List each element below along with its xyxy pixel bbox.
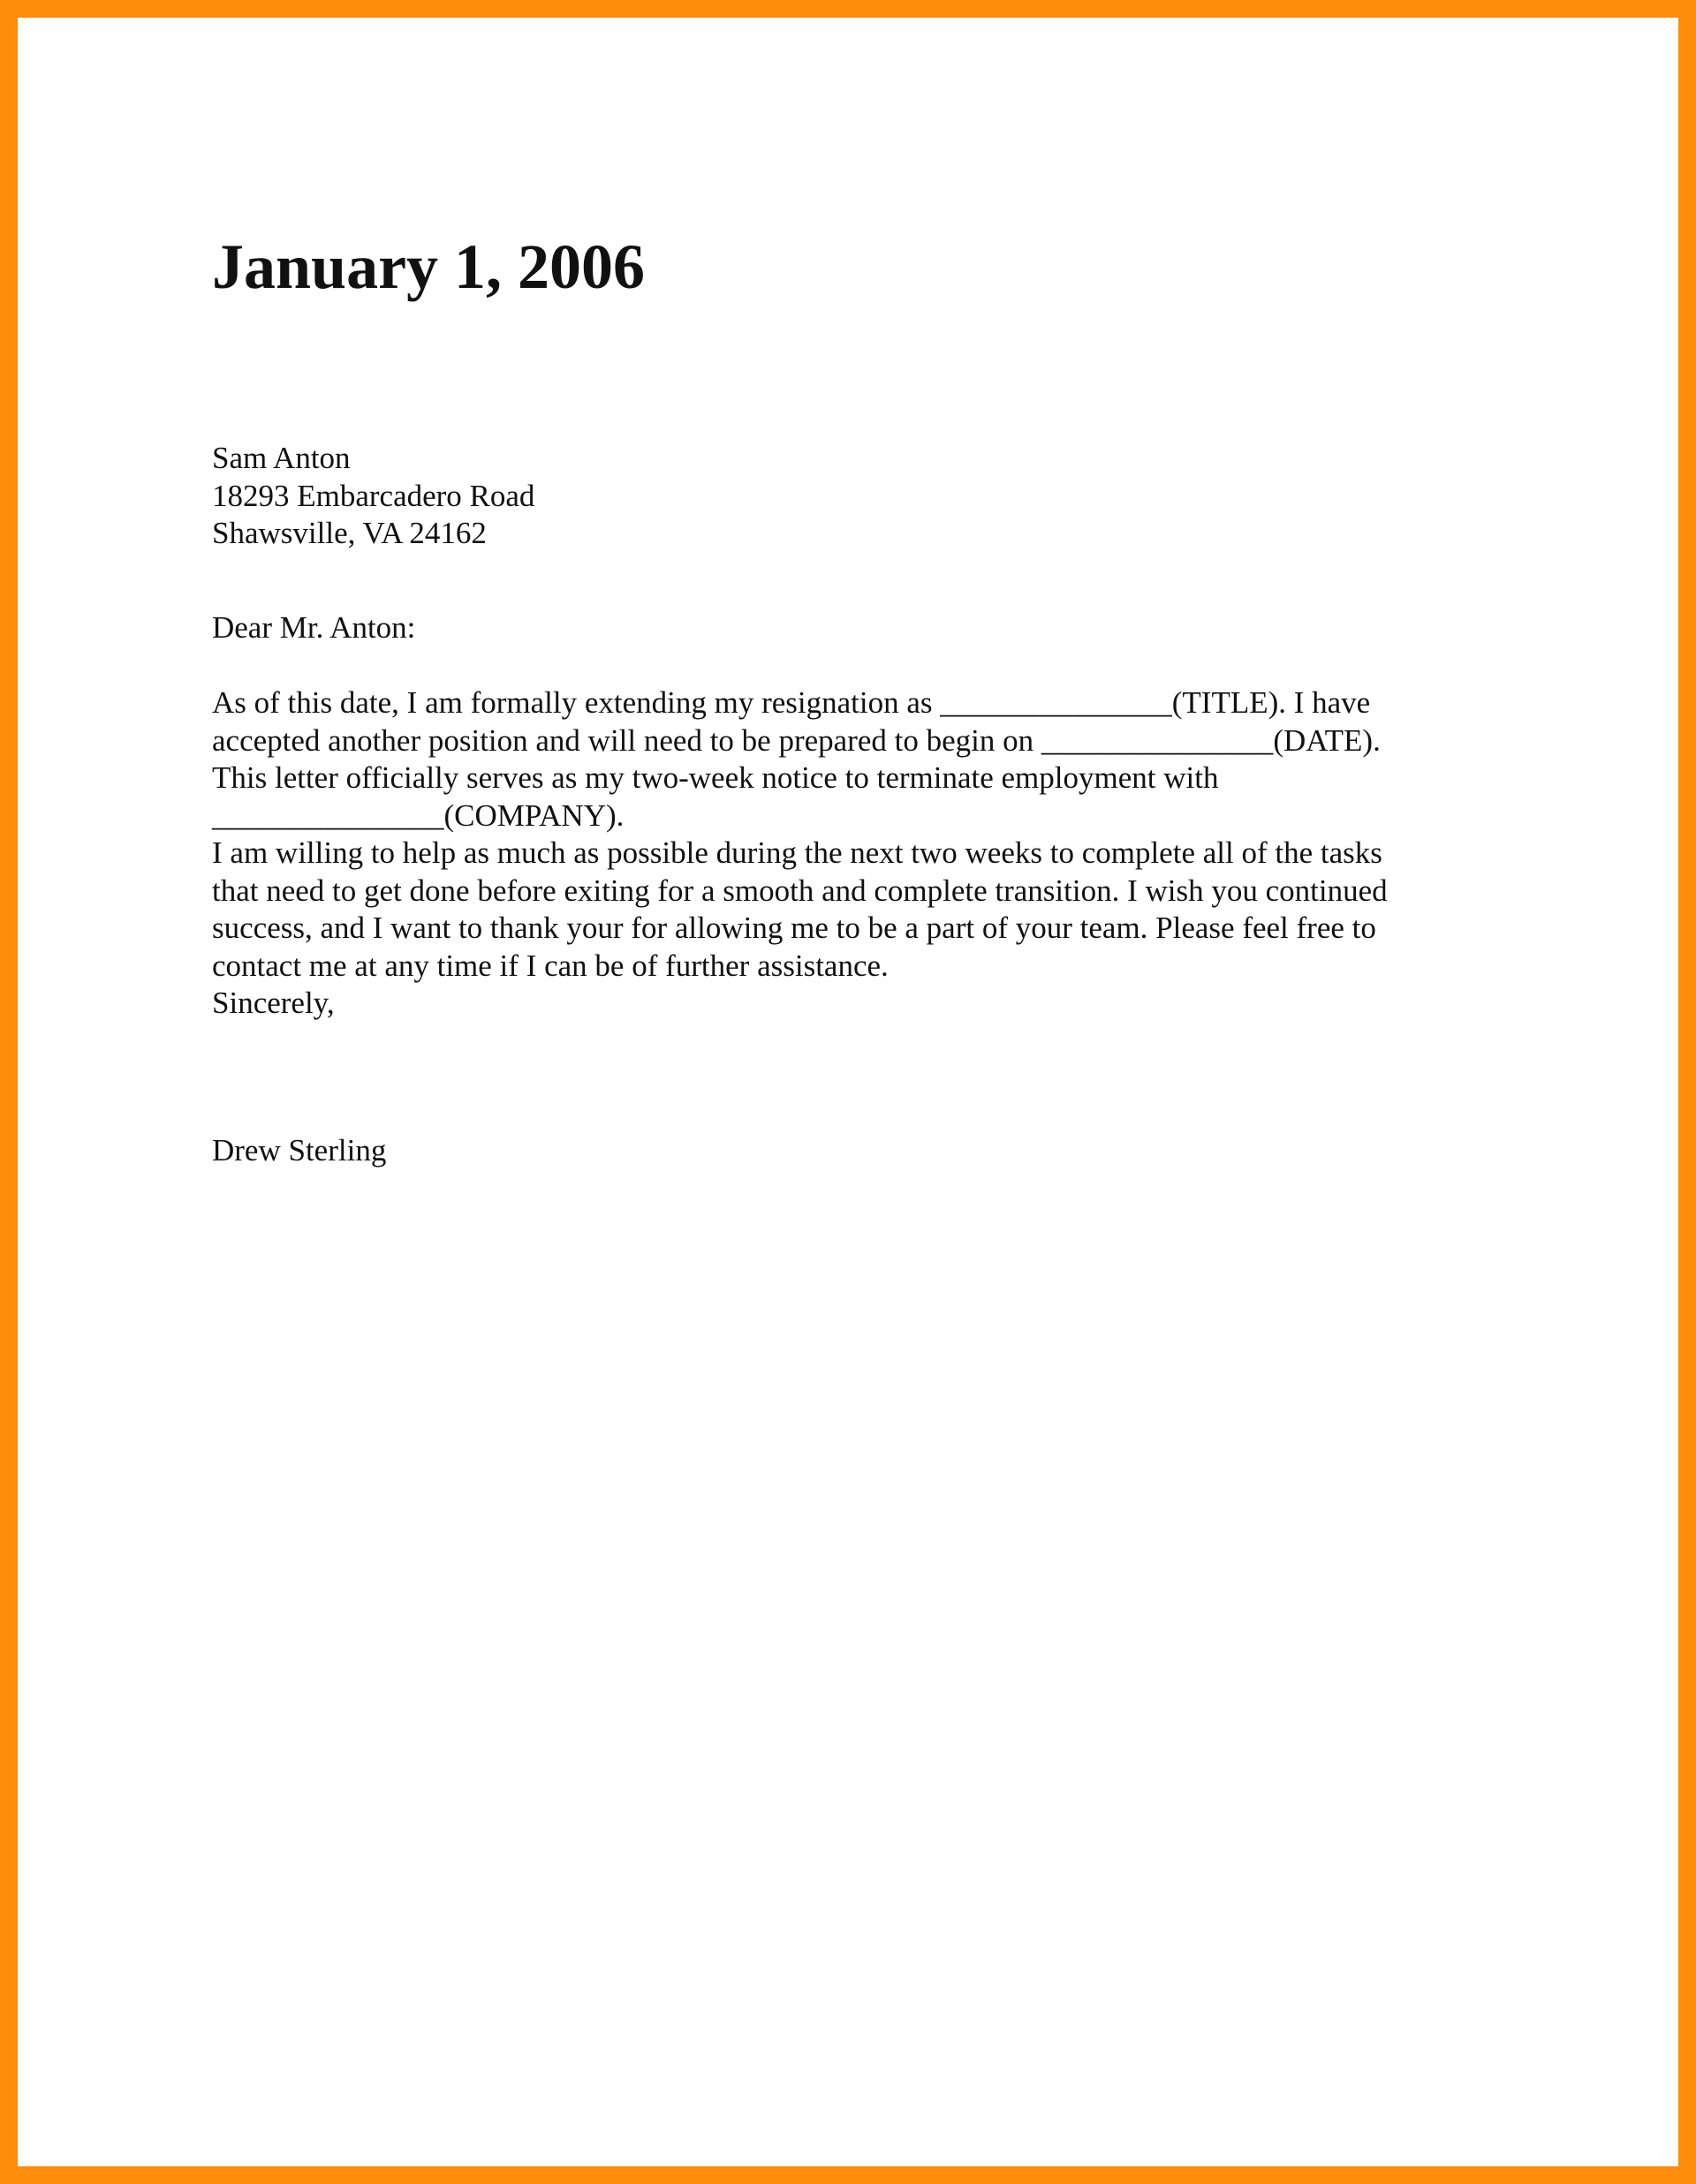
recipient-street: 18293 Embarcadero Road [212, 478, 535, 513]
recipient-name: Sam Anton [212, 441, 351, 475]
salutation: Dear Mr. Anton: [212, 610, 416, 645]
body-line: that need to get done before exiting for a smooth and complete transition. I wish you continued [212, 873, 1388, 908]
recipient-address [212, 440, 534, 553]
body-line: accepted another position and will need to be prepared to begin on _______________(DATE). [212, 722, 1381, 758]
recipient-city-state-zip: Shawsville, VA 24162 [212, 516, 487, 550]
signature-name: Drew Sterling [212, 1133, 387, 1168]
body-line: As of this date, I am formally extending my resignation as _______________(TITLE). I have [212, 685, 1371, 720]
body-line: _______________(COMPANY). [212, 797, 625, 833]
body-line: success, and I want to thank your for allowing me to be a part of your team. Please feel free to [212, 911, 1376, 945]
letter-page [18, 18, 1678, 2166]
body-line: This letter officially serves as my two-week notice to terminate employment with [212, 760, 1219, 795]
letter-body [212, 684, 1388, 1023]
body-line: contact me at any time if I can be of further assistance. [212, 948, 889, 983]
letter-date: January 1, 2006 [212, 231, 646, 302]
body-line: I am willing to help as much as possible during the next two weeks to complete all of the tasks [212, 835, 1382, 870]
closing: Sincerely, [212, 986, 335, 1020]
